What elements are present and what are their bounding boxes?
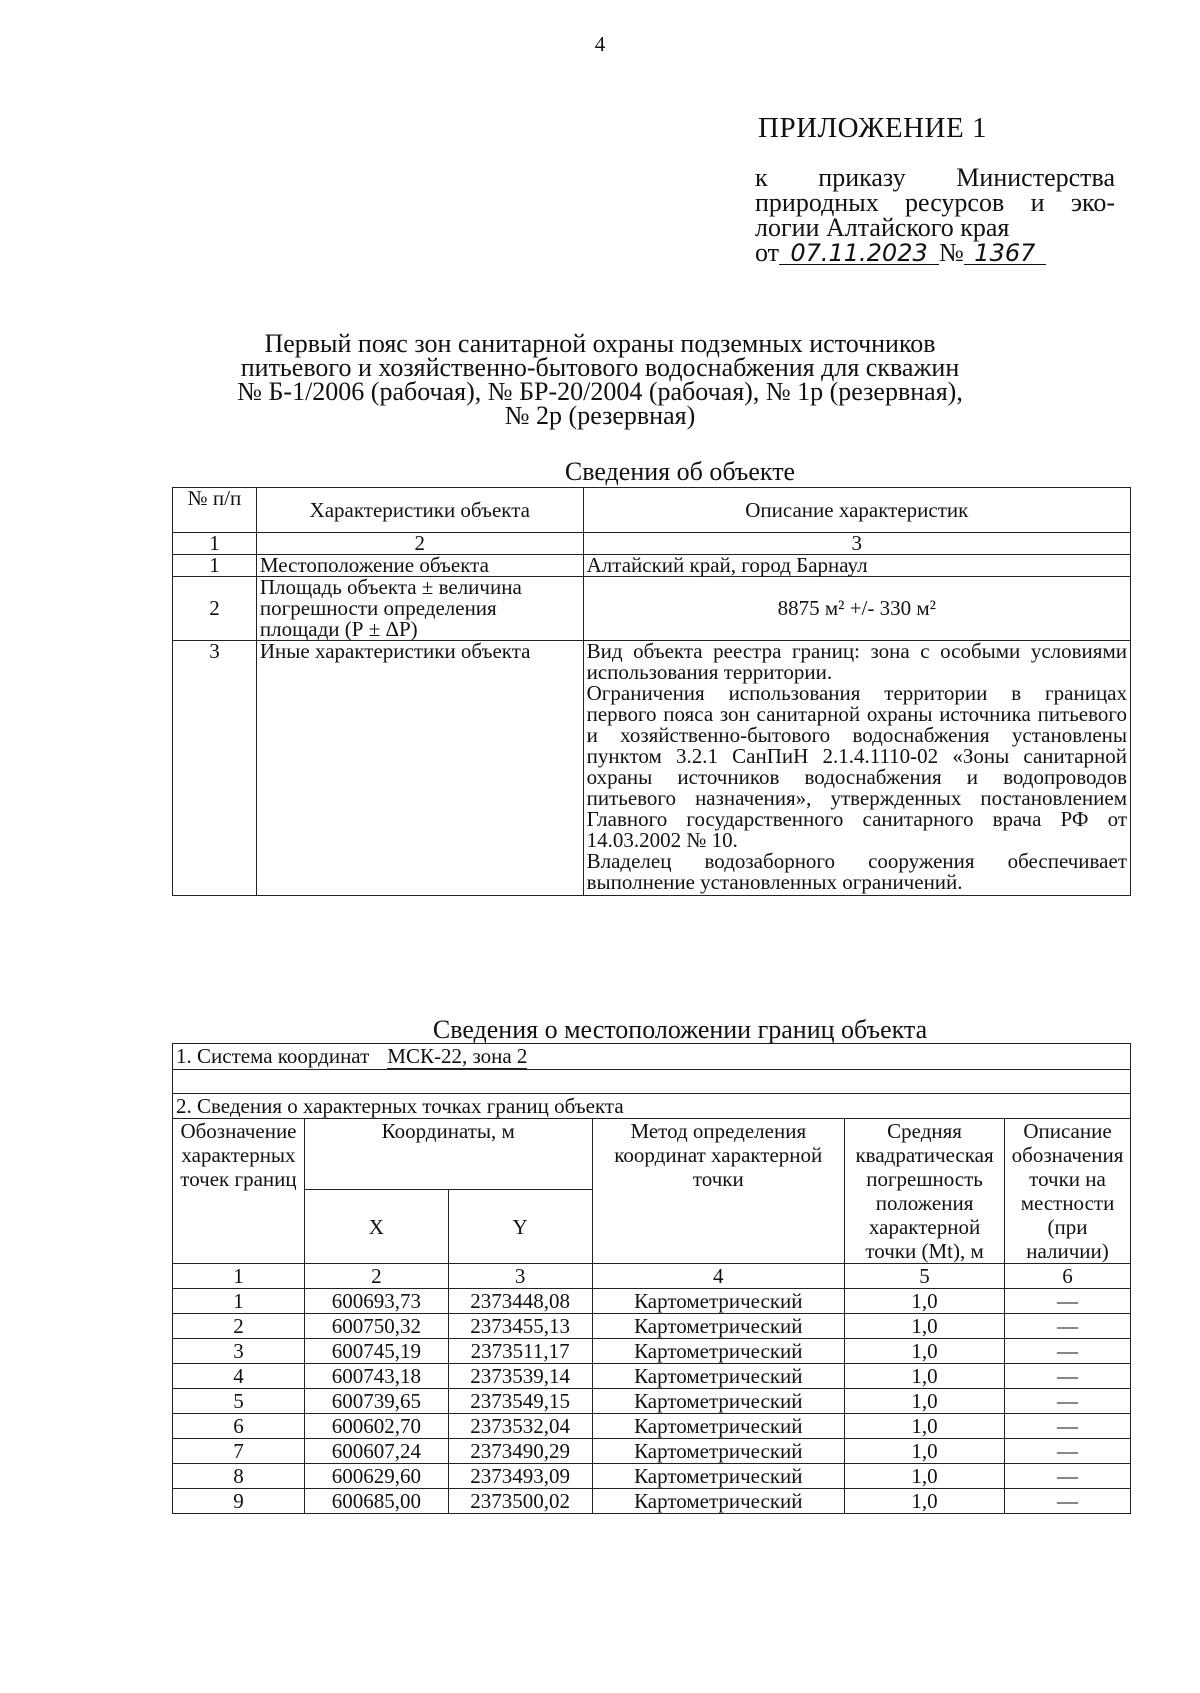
- points-label-row: [173, 1094, 1131, 1119]
- point-error-cell: 1,0: [845, 1389, 1005, 1414]
- description-cell: [583, 641, 1130, 896]
- table-row: [173, 1289, 1131, 1314]
- point-description-cell: —: [1005, 1464, 1131, 1489]
- col-number-cell: 3: [583, 533, 1130, 555]
- point-y-cell: 2373493,09: [448, 1464, 592, 1489]
- col-number-cell: 1: [173, 1264, 305, 1289]
- point-method-cell: Картометрический: [592, 1364, 845, 1389]
- point-y-cell: 2373539,14: [448, 1364, 592, 1389]
- header-cell: № п/п: [173, 488, 257, 533]
- point-y-cell: 2373490,29: [448, 1439, 592, 1464]
- coord-system-row: [173, 1044, 1131, 1070]
- table-row: [173, 641, 1131, 896]
- row-number-cell: 2: [173, 577, 257, 641]
- page-number: 4: [594, 32, 606, 56]
- header-cell: Описание характеристик: [583, 488, 1130, 533]
- order-line: природных ресурсов и эко-: [755, 188, 1115, 217]
- point-method-cell: Картометрический: [592, 1339, 845, 1364]
- point-y-cell: 2373500,02: [448, 1489, 592, 1514]
- table-row: [173, 1464, 1131, 1489]
- point-error-cell: 1,0: [845, 1414, 1005, 1439]
- col-number-cell: 5: [845, 1264, 1005, 1289]
- col-number-cell: 3: [448, 1264, 592, 1289]
- point-description-cell: —: [1005, 1364, 1131, 1389]
- point-error-cell: 1,0: [845, 1489, 1005, 1514]
- point-error-cell: 1,0: [845, 1339, 1005, 1364]
- point-id-cell: 6: [173, 1414, 305, 1439]
- handwritten-date: 07.11.2023: [779, 242, 939, 265]
- borders-caption: Сведения о местоположении границ объекта: [432, 1015, 928, 1044]
- table-row: [173, 1339, 1131, 1364]
- point-error-cell: 1,0: [845, 1289, 1005, 1314]
- table-header-row: [173, 1119, 1131, 1190]
- characteristic-cell: Иные характеристики объекта: [256, 641, 583, 896]
- point-method-cell: Картометрический: [592, 1414, 845, 1439]
- description-paragraph: Ограничения использования территории в границах первого пояса зон санитарной охраны источника питьевого и хозяйственно-бытового водоснабжения установлены пунктом 3.2.1 СанПиН 2.1.4.1110-02 «Зоны санитарной охраны источников водоснабжения и водопроводов питьевого назначения», утвержденных постановлением Главного государственного санитарного врача РФ от 14.03.2002 № 10.: [586, 681, 1127, 852]
- table-row: [173, 1489, 1131, 1514]
- title-line: № Б-1/2006 (рабочая), № БР-20/2004 (рабочая), № 1р (резервная),: [237, 377, 963, 406]
- header-cell-x: X: [304, 1190, 448, 1264]
- document-title: [200, 329, 1000, 430]
- order-date-number-line: [755, 240, 1115, 265]
- point-y-cell: 2373532,04: [448, 1414, 592, 1439]
- row-number-cell: 3: [173, 641, 257, 896]
- point-method-cell: Картометрический: [592, 1289, 845, 1314]
- coord-system-value: МСК-22, зона 2: [387, 1044, 528, 1068]
- point-id-cell: 1: [173, 1289, 305, 1314]
- title-line: Первый пояс зон санитарной охраны подземных источников: [264, 329, 936, 358]
- header-cell: Метод определения координат характерной точки: [592, 1119, 845, 1264]
- appendix-title: ПРИЛОЖЕНИЕ 1: [758, 112, 987, 144]
- description-paragraph: Владелец водозаборного сооружения обеспечивает выполнение установленных ограничений.: [586, 849, 1127, 894]
- table-row: [173, 1439, 1131, 1464]
- points-label-cell: 2. Сведения о характерных точках границ объекта: [173, 1094, 1131, 1119]
- header-cell: Описание обозначения точки на местности (при наличии): [1005, 1119, 1131, 1264]
- header-cell-y: Y: [448, 1190, 592, 1264]
- point-id-cell: 9: [173, 1489, 305, 1514]
- from-label: от: [755, 238, 780, 267]
- table-row: [173, 555, 1131, 577]
- point-error-cell: 1,0: [845, 1364, 1005, 1389]
- point-description-cell: —: [1005, 1439, 1131, 1464]
- spacer-row: [173, 1070, 1131, 1094]
- point-id-cell: 8: [173, 1464, 305, 1489]
- point-x-cell: 600602,70: [304, 1414, 448, 1439]
- points-body: [173, 1289, 1131, 1514]
- object-info-caption: Сведения об объекте: [564, 457, 796, 486]
- point-x-cell: 600750,32: [304, 1314, 448, 1339]
- order-line: логии Алтайского края: [755, 213, 1010, 242]
- point-error-cell: 1,0: [845, 1464, 1005, 1489]
- point-id-cell: 3: [173, 1339, 305, 1364]
- col-number-cell: 6: [1005, 1264, 1131, 1289]
- point-method-cell: Картометрический: [592, 1489, 845, 1514]
- point-x-cell: 600739,65: [304, 1389, 448, 1414]
- point-y-cell: 2373448,08: [448, 1289, 592, 1314]
- number-label: №: [939, 238, 964, 267]
- point-description-cell: —: [1005, 1314, 1131, 1339]
- point-error-cell: 1,0: [845, 1439, 1005, 1464]
- point-x-cell: 600745,19: [304, 1339, 448, 1364]
- point-y-cell: 2373549,15: [448, 1389, 592, 1414]
- point-x-cell: 600607,24: [304, 1439, 448, 1464]
- description-cell: 8875 м² +/- 330 м²: [583, 577, 1130, 641]
- point-description-cell: —: [1005, 1339, 1131, 1364]
- point-method-cell: Картометрический: [592, 1314, 845, 1339]
- point-method-cell: Картометрический: [592, 1389, 845, 1414]
- point-id-cell: 2: [173, 1314, 305, 1339]
- point-error-cell: 1,0: [845, 1314, 1005, 1339]
- point-x-cell: 600693,73: [304, 1289, 448, 1314]
- point-x-cell: 600743,18: [304, 1364, 448, 1389]
- description-paragraph: Вид объекта реестра границ: зона с особыми условиями использования территории.: [586, 639, 1127, 684]
- header-cell: Координаты, м: [304, 1119, 592, 1190]
- point-method-cell: Картометрический: [592, 1439, 845, 1464]
- table-header-row: [173, 488, 1131, 533]
- col-number-cell: 4: [592, 1264, 845, 1289]
- row-number-cell: 1: [173, 555, 257, 577]
- table-row: [173, 1314, 1131, 1339]
- point-description-cell: —: [1005, 1489, 1131, 1514]
- point-x-cell: 600629,60: [304, 1464, 448, 1489]
- description-cell: Алтайский край, город Барнаул: [583, 555, 1130, 577]
- col-number-cell: 2: [256, 533, 583, 555]
- handwritten-number: 1367: [964, 242, 1046, 265]
- table-row: [173, 533, 1131, 555]
- point-description-cell: —: [1005, 1289, 1131, 1314]
- coord-system-label: 1. Система координат: [176, 1044, 370, 1068]
- table-row: [173, 1414, 1131, 1439]
- point-id-cell: 7: [173, 1439, 305, 1464]
- title-line: № 2р (резервная): [504, 401, 696, 430]
- title-line: питьевого и хозяйственно-бытового водоснабжения для скважин: [240, 353, 960, 382]
- object-info-table: [172, 487, 1131, 896]
- characteristic-cell: Местоположение объекта: [256, 555, 583, 577]
- point-y-cell: 2373455,13: [448, 1314, 592, 1339]
- point-id-cell: 4: [173, 1364, 305, 1389]
- point-x-cell: 600685,00: [304, 1489, 448, 1514]
- table-row: [173, 1389, 1131, 1414]
- col-number-cell: 2: [304, 1264, 448, 1289]
- point-description-cell: —: [1005, 1389, 1131, 1414]
- coord-system-cell: [173, 1044, 1131, 1070]
- header-cell: Характеристики объекта: [256, 488, 583, 533]
- borders-table: [172, 1043, 1131, 1514]
- col-numbers-row: [173, 1264, 1131, 1289]
- point-y-cell: 2373511,17: [448, 1339, 592, 1364]
- point-description-cell: —: [1005, 1414, 1131, 1439]
- col-number-cell: 1: [173, 533, 257, 555]
- order-line: к приказу Министерства: [755, 163, 1115, 192]
- point-id-cell: 5: [173, 1389, 305, 1414]
- table-row: [173, 577, 1131, 641]
- point-method-cell: Картометрический: [592, 1464, 845, 1489]
- spacer-cell: [173, 1070, 1131, 1094]
- characteristic-cell: Площадь объекта ± величина погрешности определения площади (Р ± ΔР): [256, 577, 583, 641]
- header-cell: Обозначение характерных точек границ: [173, 1119, 305, 1264]
- order-reference: [755, 165, 1115, 265]
- table-row: [173, 1364, 1131, 1389]
- header-cell: Средняя квадратическая погрешность положения характерной точки (Mt), м: [845, 1119, 1005, 1264]
